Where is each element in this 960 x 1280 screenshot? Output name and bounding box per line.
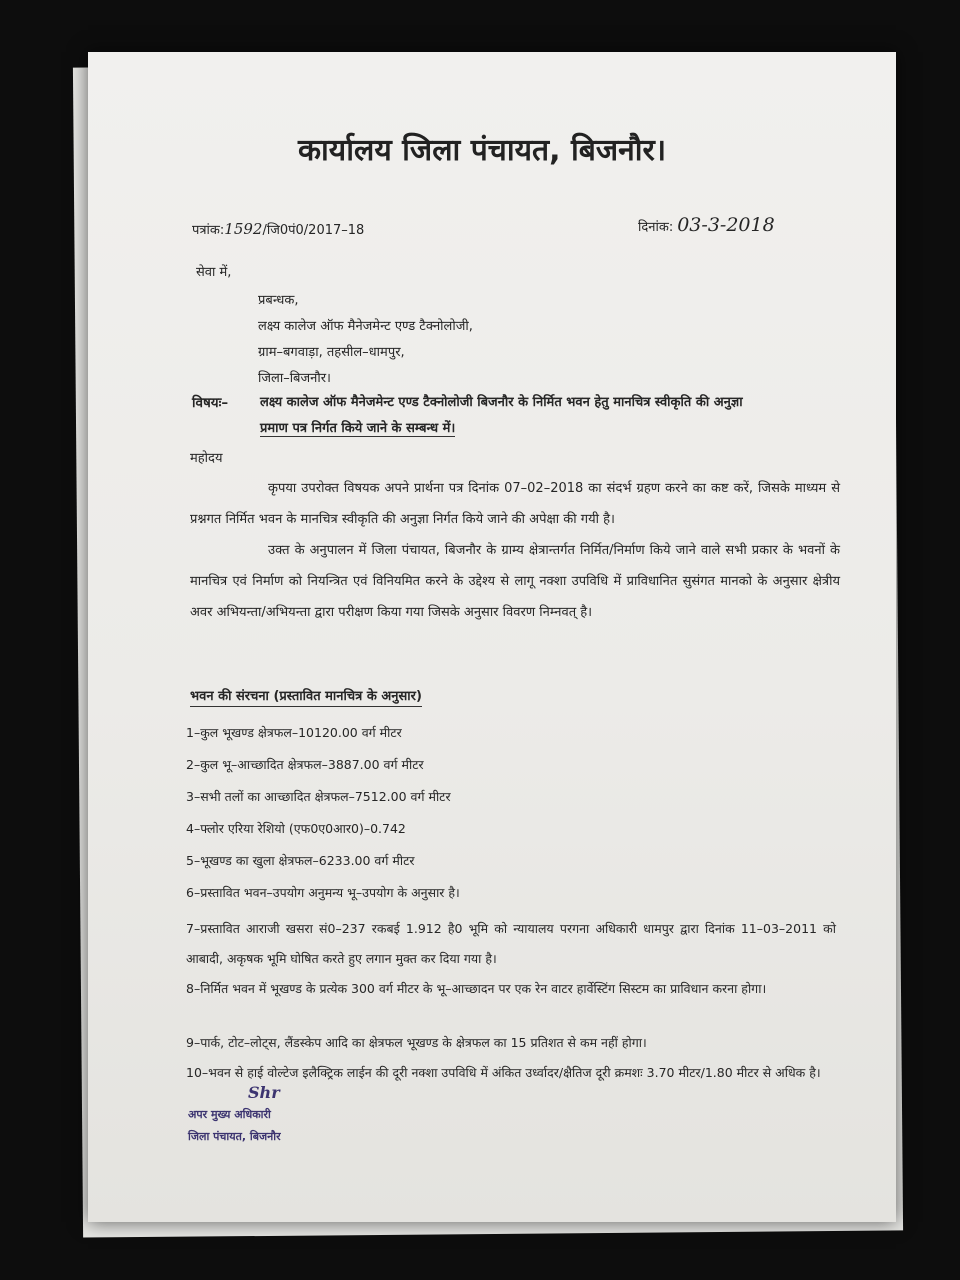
subject-label: विषयः– <box>192 395 229 411</box>
signature-initials: Shr <box>248 1083 280 1102</box>
list-item: 3–सभी तलों का आच्छादित क्षेत्रफल–7512.00 वर्ग मीटर <box>186 789 451 804</box>
list-item: 8–निर्मित भवन में भूखण्ड के प्रत्येक 300 वर्ग मीटर के भू–आच्छादन पर एक रेन वाटर हार्वेस्टिंग सिस्टम का प्राविधान करना होगा। <box>186 981 767 996</box>
list-item: 6–प्रस्तावित भवन–उपयोग अनुमन्य भू–उपयोग के अनुसार है। <box>186 885 460 900</box>
letter-page <box>88 52 896 1222</box>
salutation-to: सेवा में, <box>196 265 232 280</box>
reference-number: पत्रांक:1592/जि0पं0/2017–18 <box>192 220 365 238</box>
signature-block <box>188 1082 281 1148</box>
list-item: 9–पार्क, टोट–लोट्स, लैंडस्केप आदि का क्षेत्रफल भूखण्ड के क्षेत्रफल का 15 प्रतिशत से कम नहीं होगा। <box>186 1035 647 1050</box>
office-title: कार्यालय जिला पंचायत, बिजनौर। <box>298 133 667 168</box>
section-heading: भवन की संरचना (प्रस्तावित मानचित्र के अनुसार) <box>190 686 422 707</box>
signatory-office: जिला पंचायत, बिजनौर <box>188 1130 281 1143</box>
paragraph-2: उक्त के अनुपालन में जिला पंचायत, बिजनौर के ग्राम्य क्षेत्रान्तर्गत निर्मित/निर्माण किये जाने वाले सभी प्रकार के भवनों के मानचित्र एवं निर्माण को नियन्त्रित एवं विनियमित करने के उद्देश्य से लागू नक्शा उपविधि में प्राविधानित सुसंगत मानको के अनुसार क्षेत्रीय अवर अभियन्ता/अभियन्ता द्वारा परीक्षण किया गया जिसके अनुसार विवरण निम्नवत् है। <box>190 543 840 620</box>
list-item: 7–प्रस्तावित आराजी खसरा सं0–237 रकबई 1.912 है0 भूमि को न्यायालय परगना अधिकारी धामपुर द्वारा दिनांक 11–03–2011 को आबादी, अकृषक भूमि घोषित करते हुए लगान मुक्त कर दिया गया है। <box>186 921 836 966</box>
paragraph-1: कृपया उपरोक्त विषयक अपने प्रार्थना पत्र दिनांक 07–02–2018 का संदर्भ ग्रहण करने का कष्ट करें, जिसके माध्यम से प्रश्नगत निर्मित भवन के मानचित्र स्वीकृति की अनुज्ञा निर्गत किये जाने की अपेक्षा की गयी है। <box>190 481 840 527</box>
addressee-line: लक्ष्य कालेज ऑफ मैनेजमेन्ट एण्ड टैक्नोलोजी, <box>258 319 473 334</box>
list-item: 1–कुल भूखण्ड क्षेत्रफल–10120.00 वर्ग मीटर <box>186 725 402 740</box>
subject-text: लक्ष्य कालेज ऑफ मैनेजमेन्ट एण्ड टैक्नोलोजी बिजनौर के निर्मित भवन हेतु मानचित्र स्वीकृति की अनुज्ञा प्रमाण पत्र निर्गत किये जाने के सम्बन्ध में। <box>260 395 743 436</box>
list-item: 2–कुल भू–आच्छादित क्षेत्रफल–3887.00 वर्ग मीटर <box>186 757 424 772</box>
greeting: महोदय <box>190 451 223 466</box>
reference-handwritten-number: 1592 <box>224 220 263 238</box>
addressee-line: जिला–बिजनौर। <box>258 371 331 386</box>
list-item: 5–भूखण्ड का खुला क्षेत्रफल–6233.00 वर्ग मीटर <box>186 853 415 868</box>
addressee-line: प्रबन्धक, <box>258 293 299 308</box>
handwritten-date: 03-3-2018 <box>677 214 775 236</box>
addressee-line: ग्राम–बगवाड़ा, तहसील–धामपुर, <box>258 345 405 360</box>
signatory-designation: अपर मुख्य अधिकारी <box>188 1108 271 1121</box>
list-item: 10–भवन से हाई वोल्टेज इलैक्ट्रिक लाईन की दूरी नक्शा उपविधि में अंकित उर्ध्वादर/क्षैतिज दूरी क्रमशः 3.70 मीटर/1.80 मीटर से अधिक है। <box>186 1065 821 1080</box>
letter-date: दिनांक: 03-3-2018 <box>638 214 775 236</box>
list-item: 4–फ्लोर एरिया रेशियो (एफ0ए0आर0)–0.742 <box>186 821 406 836</box>
